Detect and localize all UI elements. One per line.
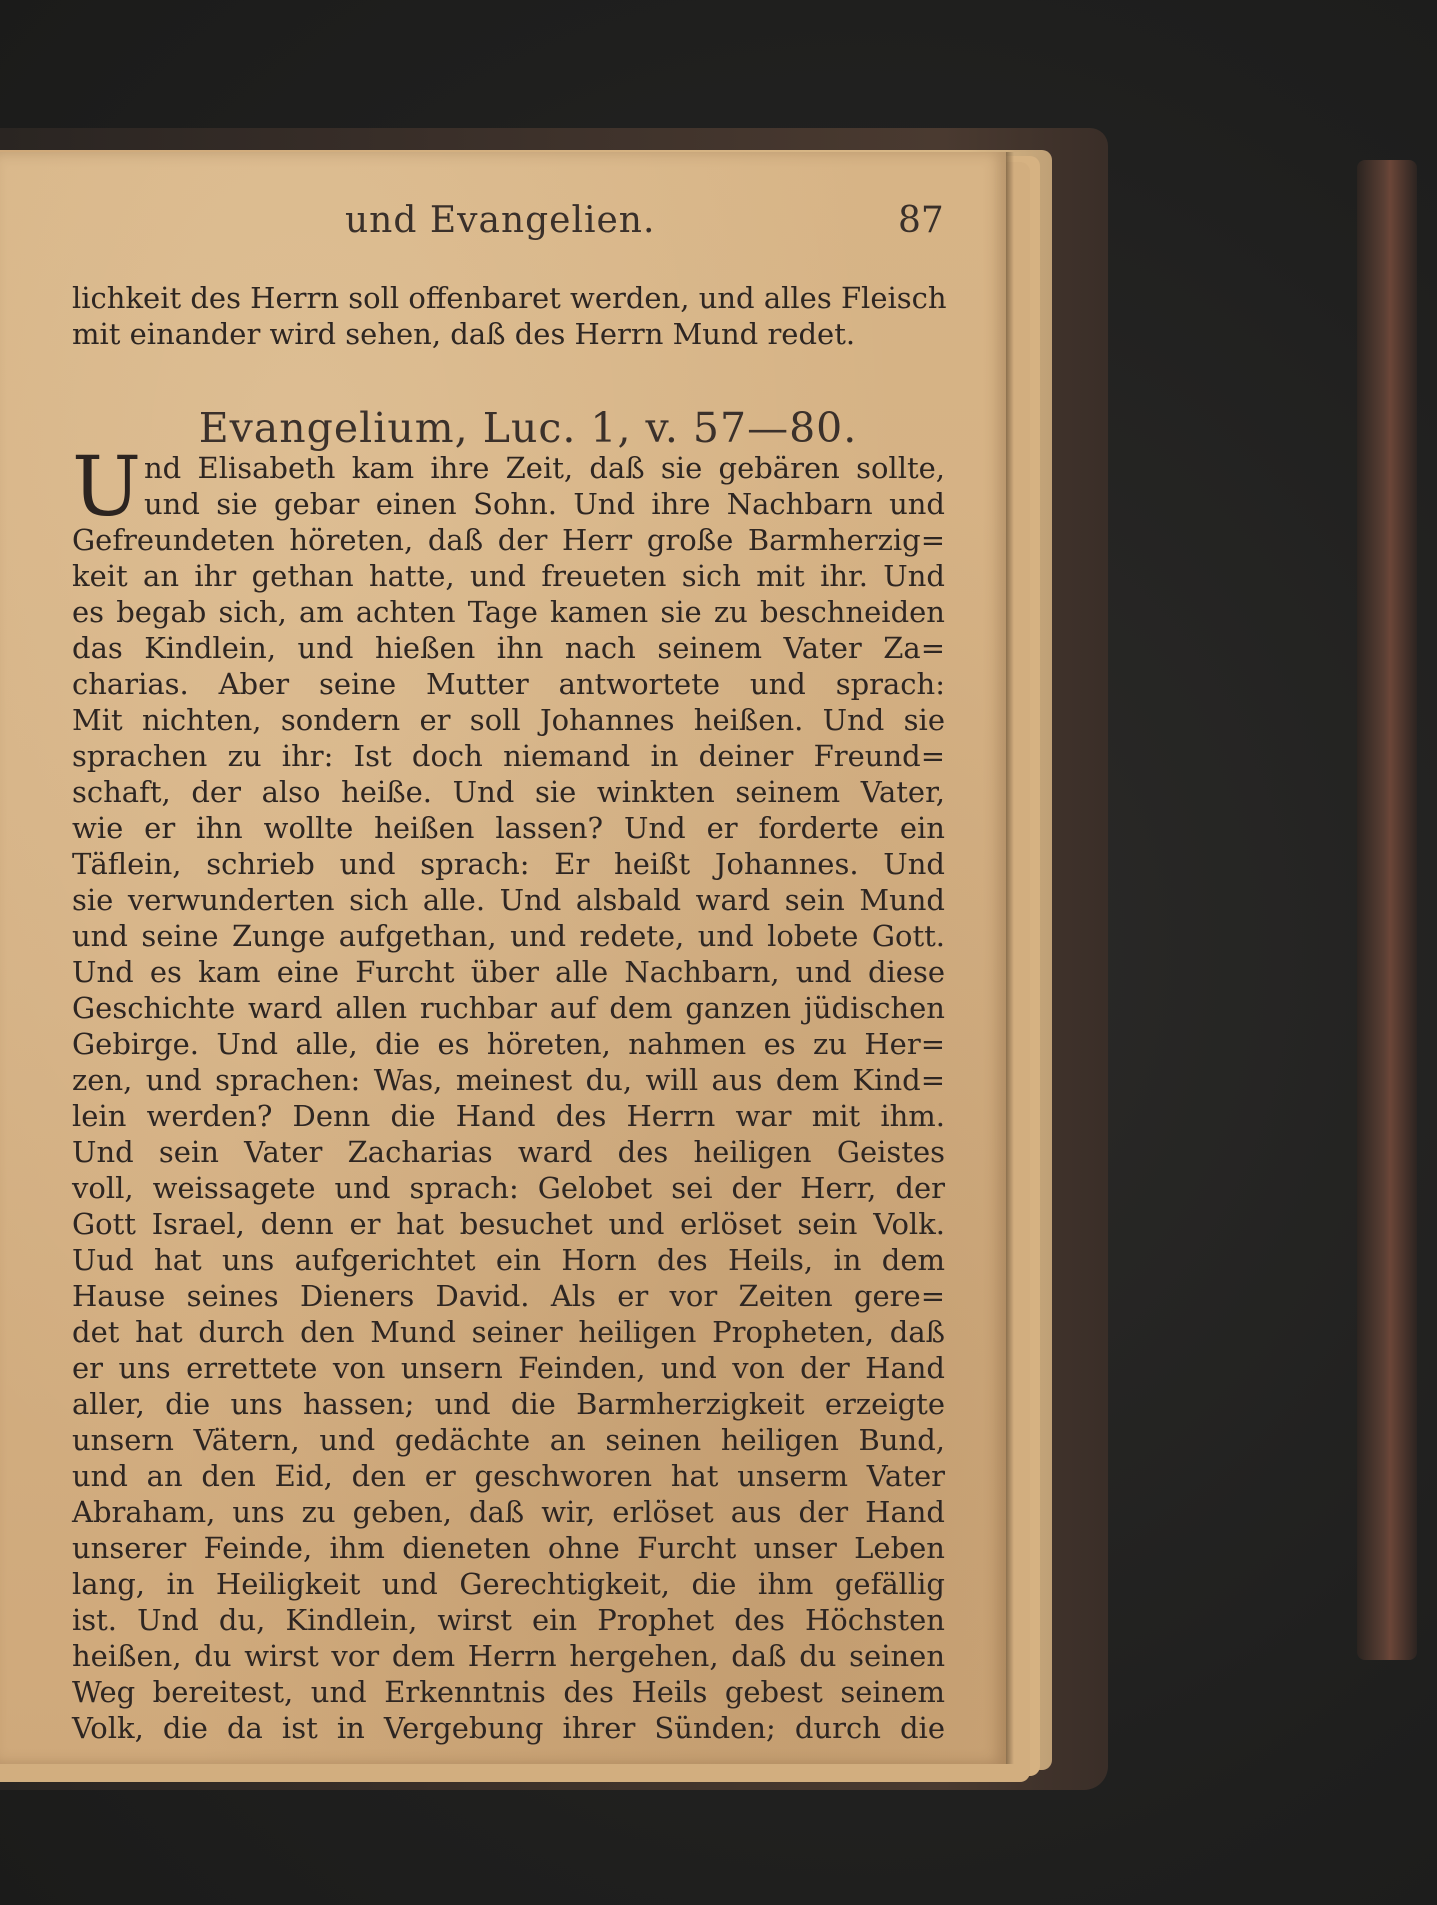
- page-header: [0, 200, 1006, 250]
- text-line: Und es kam eine Furcht über alle Nachbarn, und diese: [72, 955, 945, 989]
- text-line: ist. Und du, Kindlein, wirst ein Prophet des Höchsten: [72, 1603, 945, 1637]
- text-line: wie er ihn wollte heißen lassen? Und er forderte ein: [72, 811, 945, 845]
- text-line: Mit nichten, sondern er soll Johannes heißen. Und sie: [72, 703, 945, 737]
- text-line: Gebirge. Und alle, die es höreten, nahmen es zu Her=: [72, 1027, 945, 1061]
- text-line: und seine Zunge aufgethan, und redete, und lobete Gott.: [72, 919, 945, 953]
- section-heading: Evangelium, Luc. 1, v. 57—80.: [198, 404, 858, 452]
- text-line: Weg bereitest, und Erkenntnis des Heils gebest seinem: [72, 1675, 945, 1709]
- text-line: det hat durch den Mund seiner heiligen Propheten, daß: [72, 1315, 945, 1349]
- text-line: es begab sich, am achten Tage kamen sie zu beschneiden: [72, 595, 945, 629]
- text-line: sprachen zu ihr: Ist doch niemand in deiner Freund=: [72, 739, 945, 773]
- text-line: Gott Israel, denn er hat besuchet und erlöset sein Volk.: [72, 1207, 945, 1241]
- text-line: lein werden? Denn die Hand des Herrn war mit ihm.: [72, 1099, 945, 1133]
- text-line: lang, in Heiligkeit und Gerechtigkeit, die ihm gefällig: [72, 1567, 945, 1601]
- text-line: unsern Vätern, und gedächte an seinen heiligen Bund,: [72, 1423, 945, 1457]
- gospel-text-block: [72, 440, 945, 1746]
- text-line: mit einander wird sehen, daß des Herrn Mund redet.: [72, 317, 856, 351]
- text-line: und sie gebar einen Sohn. Und ihre Nachbarn und: [144, 487, 945, 521]
- text-line: keit an ihr gethan hatte, und freueten sich mit ihr. Und: [72, 559, 945, 593]
- text-line: heißen, du wirst vor dem Herrn hergehen, daß du seinen: [72, 1639, 945, 1673]
- text-line: Geschichte ward allen ruchbar auf dem ganzen jüdischen: [72, 991, 945, 1025]
- text-line: unserer Feinde, ihm dieneten ohne Furcht unser Leben: [72, 1531, 945, 1565]
- text-line: und an den Eid, den er geschworen hat unserm Vater: [72, 1459, 945, 1493]
- drop-cap: U: [72, 440, 142, 535]
- text-line: sie verwunderten sich alle. Und alsbald ward sein Mund: [72, 883, 945, 917]
- running-head: und Evangelien.: [345, 200, 656, 241]
- text-line: das Kindlein, und hießen ihn nach seinem Vater Za=: [72, 631, 945, 665]
- page-number: 87: [898, 200, 944, 241]
- text-line: zen, und sprachen: Was, meinest du, will aus dem Kind=: [72, 1063, 945, 1097]
- text-line: Uud hat uns aufgerichtet ein Horn des Heils, in dem: [72, 1243, 945, 1277]
- intro-text-block: [72, 280, 945, 352]
- book-page: [0, 152, 1006, 1764]
- text-line: Täflein, schrieb und sprach: Er heißt Johannes. Und: [72, 847, 945, 881]
- text-line: Gefreundeten höreten, daß der Herr große Barmherzig=: [72, 523, 945, 557]
- text-line: aller, die uns hassen; und die Barmherzigkeit erzeigte: [72, 1387, 945, 1421]
- text-line: Volk, die da ist in Vergebung ihrer Sünden; durch die: [72, 1711, 945, 1745]
- text-line: schaft, der also heiße. Und sie winkten seinem Vater,: [72, 775, 945, 809]
- text-line: lichkeit des Herrn soll offenbaret werden, und alles Fleisch: [72, 281, 947, 315]
- page-edge-shadow: [1006, 152, 1014, 1764]
- text-line: Hause seines Dieners David. Als er vor Zeiten gere=: [72, 1279, 945, 1313]
- text-line: er uns errettete von unsern Feinden, und von der Hand: [72, 1351, 945, 1385]
- cover-edge: [1357, 160, 1417, 1660]
- text-line: Und sein Vater Zacharias ward des heiligen Geistes: [72, 1135, 945, 1169]
- text-line: charias. Aber seine Mutter antwortete und sprach:: [72, 667, 945, 701]
- text-line: nd Elisabeth kam ihre Zeit, daß sie gebären sollte,: [144, 451, 945, 485]
- text-line: Abraham, uns zu geben, daß wir, erlöset aus der Hand: [72, 1495, 945, 1529]
- text-line: voll, weissagete und sprach: Gelobet sei der Herr, der: [72, 1171, 945, 1205]
